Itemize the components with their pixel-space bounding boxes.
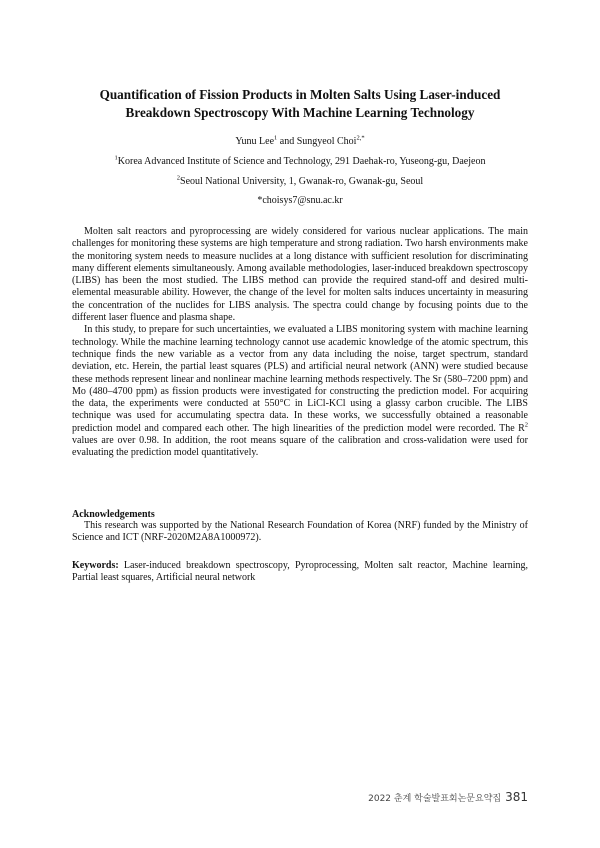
- title-line-2: Breakdown Spectroscopy With Machine Learning Technology: [125, 105, 475, 120]
- paper-title: [60, 86, 540, 122]
- author-2-sup: 2,*: [356, 134, 365, 142]
- affiliation-2-text: Seoul National University, 1, Gwanak-ro, Gwanak-gu, Seoul: [180, 176, 424, 187]
- keywords: [72, 560, 528, 585]
- proceedings-title: 2022 춘계 학술발표회논문요약집: [368, 794, 502, 804]
- abstract-paragraph-1: Molten salt reactors and pyroprocessing are widely considered for various nuclear applications. The main challenges for monitoring these systems are high temperature and strong radiation. Two harsh environments make the monitoring system needs to measure nuclides at a long distance with sufficient resolution for discriminating many different elements simultaneously. Among available methodologies, laser-induced breakdown spectroscopy (LIBS) has been the most studied. The LIBS method can provide the required stand-off and desired multi-elemental measurable ability. However, the change of the level for molten salts induces uncertainty in measuring the concentration of the nuclides for LIBS analysis. The spectra could change by focusing points due to the different laser fluence and plasma shape.: [72, 226, 528, 324]
- abstract: [72, 226, 528, 460]
- author-2: and Sungyeol Choi: [277, 136, 357, 147]
- page-footer: [368, 790, 528, 806]
- author-1-sup: 1: [274, 134, 278, 142]
- author-1: Yunu Lee: [235, 136, 275, 147]
- affiliation-1-text: Korea Advanced Institute of Science and Technology, 291 Daehak-ro, Yuseong-gu, Daejeon: [117, 156, 486, 167]
- abstract-paragraph-2-part-2: values are over 0.98. In addition, the root means square of the calibration and cross-validation were used for evaluating the prediction model quantitatively.: [72, 435, 528, 459]
- page-number: 381: [505, 790, 528, 804]
- affiliation-1: [60, 155, 540, 169]
- abstract-paragraph-2: [72, 324, 528, 459]
- acknowledgements-heading: Acknowledgements: [72, 509, 155, 520]
- keywords-text: Laser-induced breakdown spectroscopy, Pyroprocessing, Molten salt reactor, Machine learning, Partial least squares, Artificial neural network: [72, 560, 528, 584]
- acknowledgements-text: This research was supported by the National Research Foundation of Korea (NRF) funded by the Ministry of Science and ICT (NRF-2020M2A8A1000972).: [72, 520, 528, 544]
- affiliation-2-sup: 2: [176, 174, 181, 182]
- r-squared-sup: 2: [524, 421, 528, 429]
- corresponding-email: *choisys7@snu.ac.kr: [257, 195, 343, 206]
- keywords-label: Keywords:: [72, 560, 119, 571]
- affiliation-1-sup: 1: [114, 154, 118, 162]
- title-line-1: Quantification of Fission Products in Molten Salts Using Laser-induced: [99, 87, 501, 102]
- affiliation-2: [60, 175, 540, 189]
- author-line: [60, 135, 540, 149]
- abstract-paragraph-2-part-1: In this study, to prepare for such uncertainties, we evaluated a LIBS monitoring system with machine learning technology. While the machine learning technology cannot use academic knowledge of the atomic spectrum, this technique finds the new variable as a vector from any data including the noise, target spectrum, standard deviation, etc. Herein, the partial least squares (PLS) and artificial neural network (ANN) were studied because these methods represent linear and nonlinear machine learning methods respectively. The Sr (580–7200 ppm) and Mo (480–4700 ppm) as fission products were investigated for constructing the prediction model. For acquiring the data, the experiments were conducted at 550°C in LiCl-KCl using a glassy carbon crucible. The LIBS technique was used for accumulating spectra data. In these works, we successfully obtained a reasonable prediction model and compared each other. The high linearities of the prediction model were recorded. The R: [72, 324, 528, 434]
